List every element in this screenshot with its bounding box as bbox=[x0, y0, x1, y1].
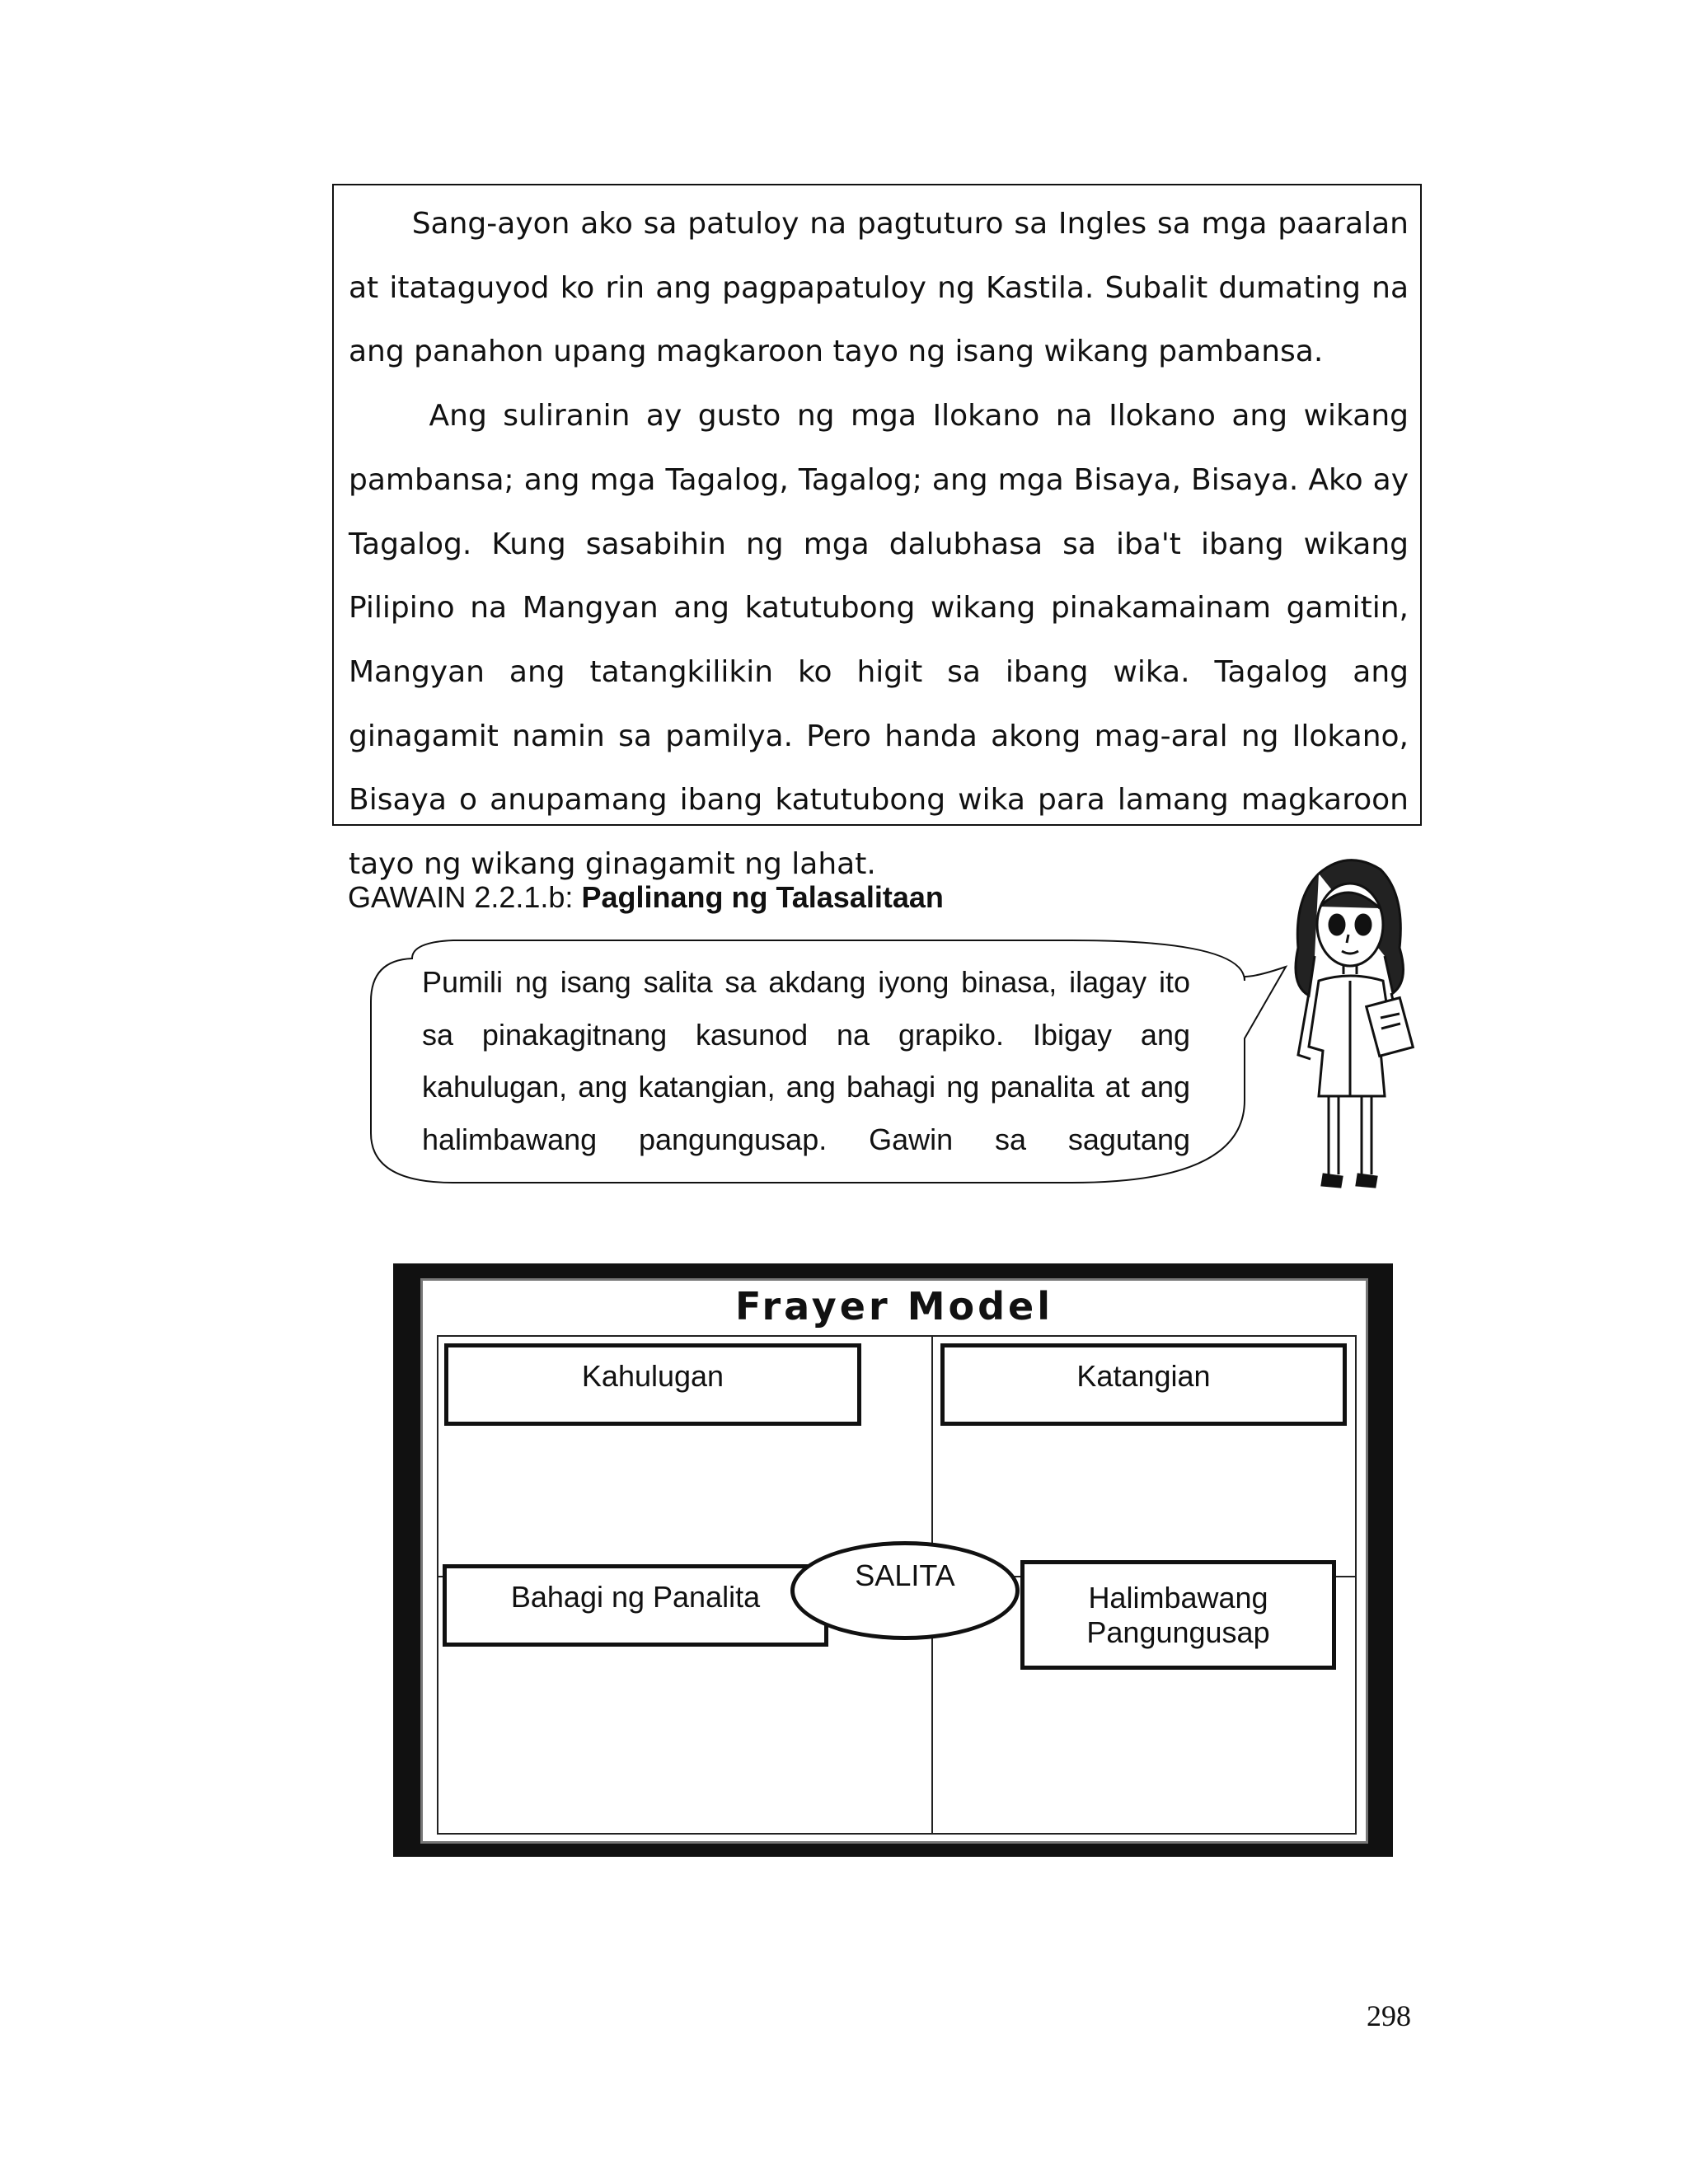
bubble-instructions: Pumili ng isang salita sa akdang iyong binasa, ilagay ito sa pinakagitnang kasunod na grapiko. Ibigay ang kahulugan, ang katangian, ang bahagi ng panalita at ang halimbawang pangungusap. Gawin sa sagutang bbox=[422, 965, 1190, 1156]
katangian-box: Katangian bbox=[940, 1343, 1347, 1426]
activity-title: Paglinang ng Talasalitaan bbox=[581, 880, 944, 914]
bahagi-ng-panalita-box: Bahagi ng Panalita bbox=[443, 1564, 828, 1647]
activity-label: GAWAIN 2.2.1.b: bbox=[348, 880, 582, 914]
teacher-girl-illustration bbox=[1269, 849, 1426, 1195]
quote-paragraph: Sang-ayon ako sa patuloy na pagtuturo sa Ingles sa mga paaralan at itataguyod ko rin ang pagpapatuloy ng Kastila. Subalit dumating na ang panahon upang magkaroon tayo ng isang wikang pambansa. Ang suliranin ay gusto ng mga Ilokano na Ilokano ang wikang pambansa; ang mga Tagalog, Tagalog; ang mga Bisaya, Bisaya. Ako ay Tagalog. Kung sasabihin ng mga dalubhasa sa iba't ibang wikang Pilipino na Mangyan ang katutubong wikang pinakamainam gamitin, Mangyan ang tatangkilikin ko higit sa ibang wika. Tagalog ang ginagamit namin sa pamilya. Pero handa akong mag-aral ng Ilokano, Bisaya o anupamang ibang katutubong wika para lamang magkaroon tayo ng wikang ginagamit ng lahat. bbox=[349, 207, 1409, 882]
halimbawa-line1: Halimbawang bbox=[1088, 1581, 1268, 1615]
quote-box bbox=[332, 184, 1422, 882]
activity-heading bbox=[348, 880, 944, 915]
kahulugan-box: Kahulugan bbox=[444, 1343, 861, 1426]
page-number: 298 bbox=[1367, 1999, 1411, 2032]
frayer-title: Frayer Model bbox=[735, 1284, 1053, 1329]
salita-center-oval: SALITA bbox=[790, 1541, 1020, 1640]
halimbawa-line2: Pangungusap bbox=[1086, 1615, 1270, 1649]
halimbawang-pangungusap-box bbox=[1020, 1560, 1336, 1670]
